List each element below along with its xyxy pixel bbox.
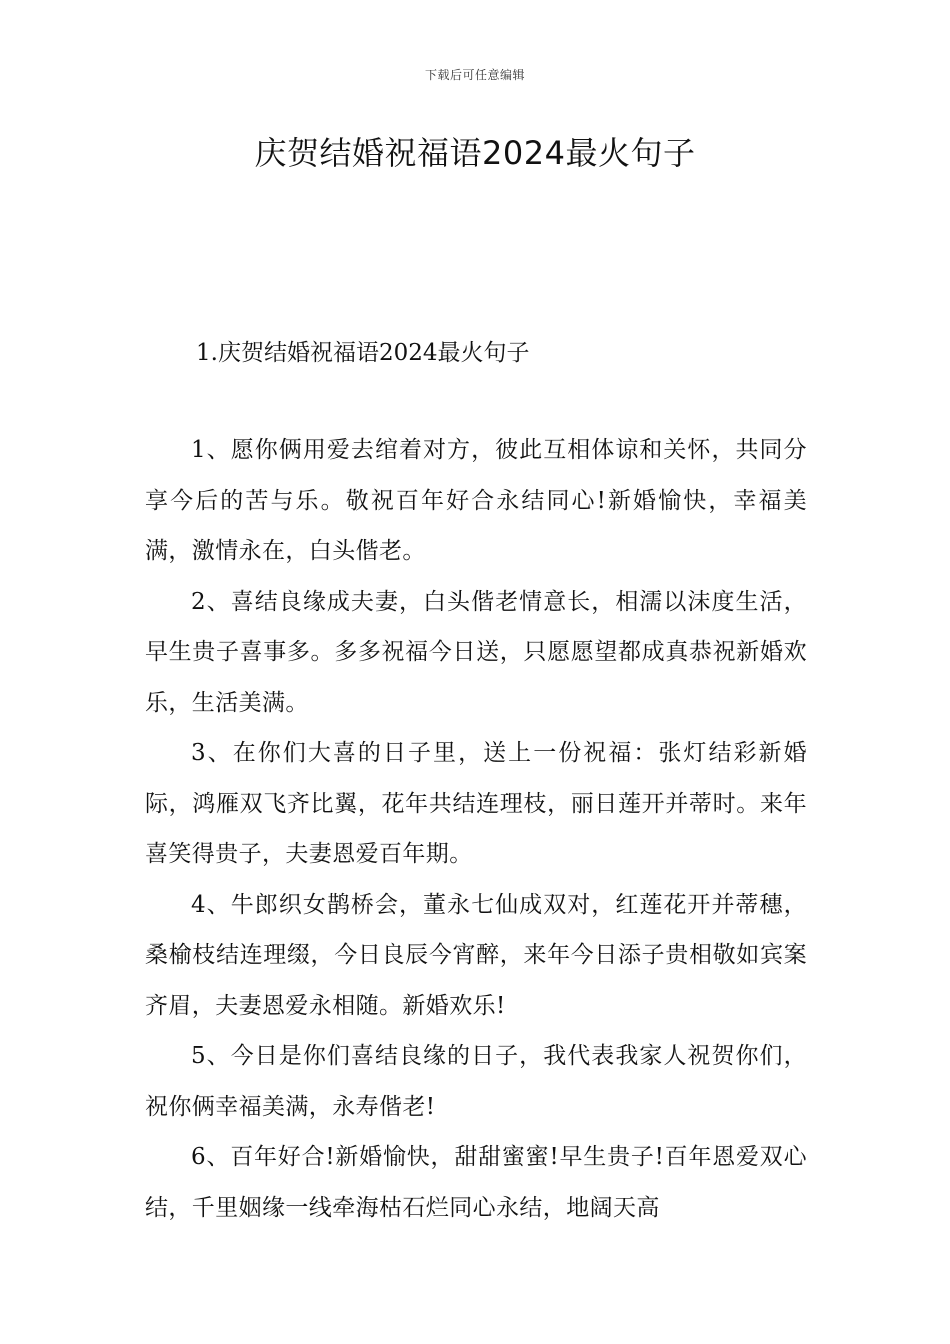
document-title: 庆贺结婚祝福语2024最火句子 — [254, 134, 696, 172]
body-text — [145, 425, 807, 1233]
paragraph-4: 4、牛郎织女鹊桥会，董永七仙成双对，红莲花开并蒂穗，桑榆枝结连理缀，今日良辰今宵醉，来年今日添子贵相敬如宾案齐眉，夫妻恩爱永相随。新婚欢乐! — [145, 891, 807, 1019]
section-heading: 1.庆贺结婚祝福语2024最火句子 — [196, 340, 530, 366]
paragraph-3: 3、在你们大喜的日子里，送上一份祝福：张灯结彩新婚际，鸿雁双飞齐比翼，花年共结连理枝，丽日莲开并蒂时。来年喜笑得贵子，夫妻恩爱百年期。 — [145, 740, 807, 867]
paragraph-5: 5、今日是你们喜结良缘的日子，我代表我家人祝贺你们，祝你俩幸福美满，永寿偕老! — [145, 1043, 807, 1120]
paragraph-2: 2、喜结良缘成夫妻，白头偕老情意长，相濡以沫度生活，早生贵子喜事多。多多祝福今日送，只愿愿望都成真恭祝新婚欢乐，生活美满。 — [145, 588, 807, 716]
header-note: 下载后可任意编辑 — [424, 68, 525, 82]
paragraph-6: 6、百年好合!新婚愉快，甜甜蜜蜜!早生贵子!百年恩爱双心结，千里姻缘一线牵海枯石烂同心永结，地阔天高 — [145, 1144, 807, 1221]
paragraph-1: 1、愿你俩用爱去绾着对方，彼此互相体谅和关怀，共同分享今后的苦与乐。敬祝百年好合永结同心!新婚愉快，幸福美满，激情永在，白头偕老。 — [145, 437, 807, 564]
